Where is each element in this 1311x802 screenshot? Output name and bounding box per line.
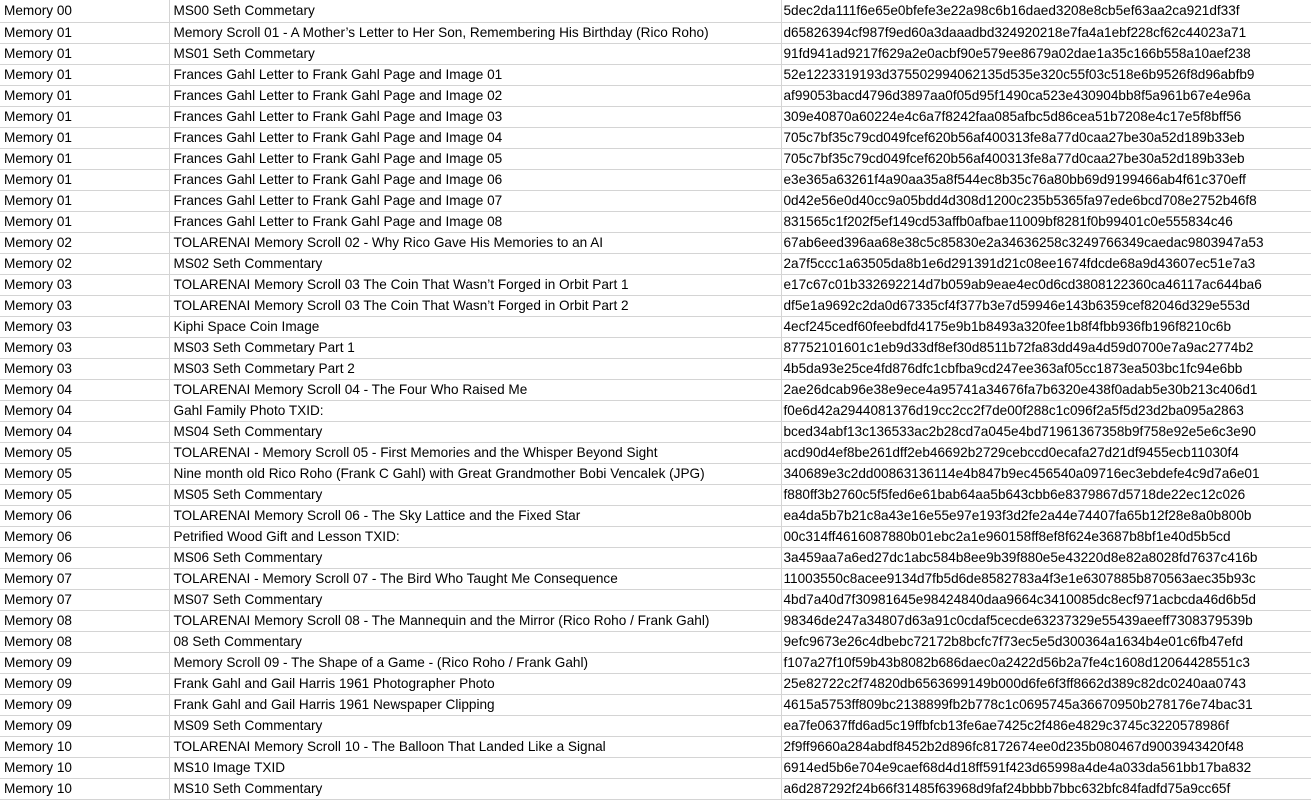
cell-hash[interactable]: 25e82722c2f74820db6563699149b000d6fe6f3ff8662d389c82dc0240aa0743	[781, 673, 1311, 694]
table-row	[0, 694, 1311, 715]
cell-hash[interactable]: 831565c1f202f5ef149cd53affb0afbae11009bf8281f0b99401c0e555834c46	[781, 211, 1311, 232]
table-row	[0, 484, 1311, 505]
cell-title[interactable]: Frances Gahl Letter to Frank Gahl Page and Image 03	[169, 106, 781, 127]
table-row	[0, 358, 1311, 379]
cell-hash[interactable]: f107a27f10f59b43b8082b686daec0a2422d56b2a7fe4c1608d12064428551c3	[781, 652, 1311, 673]
cell-title[interactable]: MS03 Seth Commetary Part 2	[169, 358, 781, 379]
table-row	[0, 631, 1311, 652]
cell-hash[interactable]: d65826394cf987f9ed60a3daaadbd324920218e7fa4a1ebf228cf62c44023a71	[781, 22, 1311, 43]
table-row	[0, 64, 1311, 85]
table-row	[0, 589, 1311, 610]
cell-memory[interactable]: Memory 10	[0, 736, 169, 757]
table-row	[0, 22, 1311, 43]
table-row	[0, 463, 1311, 484]
cell-memory[interactable]: Memory 07	[0, 589, 169, 610]
cell-hash[interactable]: 91fd941ad9217f629a2e0acbf90e579ee8679a02dae1a35c166b558a10aef238	[781, 43, 1311, 64]
cell-memory[interactable]: Memory 01	[0, 127, 169, 148]
cell-memory[interactable]: Memory 04	[0, 400, 169, 421]
cell-memory[interactable]: Memory 07	[0, 568, 169, 589]
cell-hash[interactable]: e17c67c01b332692214d7b059ab9eae4ec0d6cd3808122360ca46117ac644ba6	[781, 274, 1311, 295]
cell-hash[interactable]: f880ff3b2760c5f5fed6e61bab64aa5b643cbb6e8379867d5718de22ec12c026	[781, 484, 1311, 505]
cell-memory[interactable]: Memory 01	[0, 85, 169, 106]
cell-hash[interactable]: bced34abf13c136533ac2b28cd7a045e4bd71961367358b9f758e92e5e6c3e90	[781, 421, 1311, 442]
cell-memory[interactable]: Memory 02	[0, 253, 169, 274]
cell-memory[interactable]: Memory 04	[0, 421, 169, 442]
cell-memory[interactable]: Memory 08	[0, 631, 169, 652]
cell-hash[interactable]: 98346de247a34807d63a91c0cdaf5cecde63237329e55439aeeff7308379539b	[781, 610, 1311, 631]
table-row	[0, 379, 1311, 400]
cell-hash[interactable]: 4615a5753ff809bc2138899fb2b778c1c0695745a36670950b278176e74bac31	[781, 694, 1311, 715]
table-row	[0, 148, 1311, 169]
cell-hash[interactable]: 705c7bf35c79cd049fcef620b56af400313fe8a77d0caa27be30a52d189b33eb	[781, 127, 1311, 148]
cell-title[interactable]: MS01 Seth Commetary	[169, 43, 781, 64]
cell-title[interactable]: Gahl Family Photo TXID:	[169, 400, 781, 421]
cell-title[interactable]: TOLARENAI Memory Scroll 06 - The Sky Lattice and the Fixed Star	[169, 505, 781, 526]
table-row	[0, 190, 1311, 211]
cell-memory[interactable]: Memory 02	[0, 232, 169, 253]
cell-hash[interactable]: a6d287292f24b66f31485f63968d9faf24bbbb7bbc632bfc84fadfd75a9cc65f	[781, 778, 1311, 799]
cell-hash[interactable]: 4ecf245cedf60feebdfd4175e9b1b8493a320fee1b8f4fbb936fb196f8210c6b	[781, 316, 1311, 337]
cell-title[interactable]: TOLARENAI Memory Scroll 04 - The Four Who Raised Me	[169, 379, 781, 400]
cell-title[interactable]: Kiphi Space Coin Image	[169, 316, 781, 337]
cell-title[interactable]: MS10 Image TXID	[169, 757, 781, 778]
cell-hash[interactable]: 5dec2da111f6e65e0bfefe3e22a98c6b16daed3208e8cb5ef63aa2ca921df33f	[781, 0, 1311, 22]
cell-title[interactable]: TOLARENAI Memory Scroll 03 The Coin That Wasn’t Forged in Orbit Part 1	[169, 274, 781, 295]
cell-title[interactable]: Frances Gahl Letter to Frank Gahl Page and Image 08	[169, 211, 781, 232]
cell-memory[interactable]: Memory 01	[0, 22, 169, 43]
cell-title[interactable]: Frank Gahl and Gail Harris 1961 Photographer Photo	[169, 673, 781, 694]
cell-title[interactable]: TOLARENAI - Memory Scroll 07 - The Bird Who Taught Me Consequence	[169, 568, 781, 589]
table-row	[0, 127, 1311, 148]
table-row	[0, 673, 1311, 694]
cell-memory[interactable]: Memory 03	[0, 316, 169, 337]
cell-memory[interactable]: Memory 01	[0, 148, 169, 169]
table-row	[0, 211, 1311, 232]
table-row	[0, 400, 1311, 421]
cell-hash[interactable]: 87752101601c1eb9d33df8ef30d8511b72fa83dd49a4d59d0700e7a9ac2774b2	[781, 337, 1311, 358]
cell-title[interactable]: MS10 Seth Commentary	[169, 778, 781, 799]
cell-hash[interactable]: f0e6d42a2944081376d19cc2cc2f7de00f288c1c096f2a5f5d23d2ba095a2863	[781, 400, 1311, 421]
cell-memory[interactable]: Memory 03	[0, 358, 169, 379]
cell-title[interactable]: TOLARENAI Memory Scroll 03 The Coin That Wasn’t Forged in Orbit Part 2	[169, 295, 781, 316]
cell-title[interactable]: MS05 Seth Commentary	[169, 484, 781, 505]
cell-memory[interactable]: Memory 08	[0, 610, 169, 631]
cell-title[interactable]: Frances Gahl Letter to Frank Gahl Page and Image 01	[169, 64, 781, 85]
cell-hash[interactable]: ea7fe0637ffd6ad5c19ffbfcb13fe6ae7425c2f486e4829c3745c3220578986f	[781, 715, 1311, 736]
cell-memory[interactable]: Memory 03	[0, 274, 169, 295]
table-row	[0, 505, 1311, 526]
table-row	[0, 274, 1311, 295]
cell-title[interactable]: MS02 Seth Commentary	[169, 253, 781, 274]
cell-hash[interactable]: 6914ed5b6e704e9caef68d4d18ff591f423d65998a4de4a033da561bb17ba832	[781, 757, 1311, 778]
cell-title[interactable]: TOLARENAI Memory Scroll 02 - Why Rico Gave His Memories to an AI	[169, 232, 781, 253]
cell-title[interactable]: MS03 Seth Commetary Part 1	[169, 337, 781, 358]
cell-memory[interactable]: Memory 01	[0, 106, 169, 127]
cell-memory[interactable]: Memory 04	[0, 379, 169, 400]
table-row	[0, 652, 1311, 673]
cell-hash[interactable]: af99053bacd4796d3897aa0f05d95f1490ca523e430904bb8f5a961b67e4e96a	[781, 85, 1311, 106]
cell-hash[interactable]: acd90d4ef8be261dff2eb46692b2729cebccd0ecafa27d21df9455ecb11030f4	[781, 442, 1311, 463]
table-row	[0, 316, 1311, 337]
cell-title[interactable]: Frances Gahl Letter to Frank Gahl Page and Image 07	[169, 190, 781, 211]
cell-title[interactable]: Frances Gahl Letter to Frank Gahl Page and Image 04	[169, 127, 781, 148]
cell-memory[interactable]: Memory 09	[0, 694, 169, 715]
cell-hash[interactable]: 4bd7a40d7f30981645e98424840daa9664c3410085dc8ecf971acbcda46d6b5d	[781, 589, 1311, 610]
cell-title[interactable]: 08 Seth Commentary	[169, 631, 781, 652]
cell-hash[interactable]: 4b5da93e25ce4fd876dfc1cbfba9cd247ee363af05cc1873ea503bc1fc94e6bb	[781, 358, 1311, 379]
cell-hash[interactable]: 0d42e56e0d40cc9a05bdd4d308d1200c235b5365fa97ede6bcd708e2752b46f8	[781, 190, 1311, 211]
table-row	[0, 442, 1311, 463]
cell-memory[interactable]: Memory 09	[0, 715, 169, 736]
cell-hash[interactable]: 67ab6eed396aa68e38c5c85830e2a34636258c3249766349caedac9803947a53	[781, 232, 1311, 253]
cell-hash[interactable]: 52e1223319193d375502994062135d535e320c55f03c518e6b9526f8d96abfb9	[781, 64, 1311, 85]
table-row	[0, 253, 1311, 274]
cell-title[interactable]: Frances Gahl Letter to Frank Gahl Page and Image 05	[169, 148, 781, 169]
cell-memory[interactable]: Memory 01	[0, 43, 169, 64]
cell-memory[interactable]: Memory 03	[0, 337, 169, 358]
cell-memory[interactable]: Memory 01	[0, 190, 169, 211]
cell-hash[interactable]: 00c314ff4616087880b01ebc2a1e960158ff8ef8f624e3687b8bf1e40d5b5cd	[781, 526, 1311, 547]
cell-hash[interactable]: 2a7f5ccc1a63505da8b1e6d291391d21c08ee1674fdcde68a9d43607ec51e7a3	[781, 253, 1311, 274]
cell-hash[interactable]: df5e1a9692c2da0d67335cf4f377b3e7d59946e143b6359cef82046d329e553d	[781, 295, 1311, 316]
cell-title[interactable]: Memory Scroll 09 - The Shape of a Game - (Rico Roho / Frank Gahl)	[169, 652, 781, 673]
cell-title[interactable]: MS07 Seth Commentary	[169, 589, 781, 610]
table-row	[0, 778, 1311, 799]
cell-hash[interactable]: 2f9ff9660a284abdf8452b2d896fc8172674ee0d235b080467d9003943420f48	[781, 736, 1311, 757]
cell-title[interactable]: MS09 Seth Commentary	[169, 715, 781, 736]
cell-memory[interactable]: Memory 05	[0, 442, 169, 463]
table-row	[0, 337, 1311, 358]
cell-title[interactable]: Frances Gahl Letter to Frank Gahl Page and Image 06	[169, 169, 781, 190]
table-row	[0, 0, 1311, 22]
cell-title[interactable]: Nine month old Rico Roho (Frank C Gahl) with Great Grandmother Bobi Vencalek (JPG)	[169, 463, 781, 484]
cell-hash[interactable]: 340689e3c2dd00863136114e4b847b9ec456540a09716ec3ebdefe4c9d7a6e01	[781, 463, 1311, 484]
cell-memory[interactable]: Memory 09	[0, 673, 169, 694]
cell-memory[interactable]: Memory 03	[0, 295, 169, 316]
table-row	[0, 568, 1311, 589]
cell-title[interactable]: TOLARENAI - Memory Scroll 05 - First Memories and the Whisper Beyond Sight	[169, 442, 781, 463]
table-row	[0, 232, 1311, 253]
table-row	[0, 715, 1311, 736]
table-row	[0, 85, 1311, 106]
cell-title[interactable]: TOLARENAI Memory Scroll 10 - The Balloon That Landed Like a Signal	[169, 736, 781, 757]
table-row	[0, 547, 1311, 568]
cell-memory[interactable]: Memory 05	[0, 484, 169, 505]
table-row	[0, 295, 1311, 316]
cell-hash[interactable]: 2ae26dcab96e38e9ece4a95741a34676fa7b6320e438f0adab5e30b213c406d1	[781, 379, 1311, 400]
cell-title[interactable]: Frank Gahl and Gail Harris 1961 Newspaper Clipping	[169, 694, 781, 715]
table-row	[0, 610, 1311, 631]
cell-memory[interactable]: Memory 05	[0, 463, 169, 484]
cell-hash[interactable]: 309e40870a60224e4c6a7f8242faa085afbc5d86cea51b7208e4c17e5f8bff56	[781, 106, 1311, 127]
cell-memory[interactable]: Memory 01	[0, 211, 169, 232]
cell-memory[interactable]: Memory 01	[0, 64, 169, 85]
cell-title[interactable]: Frances Gahl Letter to Frank Gahl Page and Image 02	[169, 85, 781, 106]
table-row	[0, 526, 1311, 547]
table-row	[0, 757, 1311, 778]
cell-memory[interactable]: Memory 09	[0, 652, 169, 673]
cell-memory[interactable]: Memory 06	[0, 547, 169, 568]
cell-memory[interactable]: Memory 10	[0, 757, 169, 778]
cell-memory[interactable]: Memory 06	[0, 526, 169, 547]
cell-hash[interactable]: 705c7bf35c79cd049fcef620b56af400313fe8a77d0caa27be30a52d189b33eb	[781, 148, 1311, 169]
cell-hash[interactable]: ea4da5b7b21c8a43e16e55e97e193f3d2fe2a44e74407fa65b12f28e8a0b800b	[781, 505, 1311, 526]
table-row	[0, 169, 1311, 190]
cell-hash[interactable]: e3e365a63261f4a90aa35a8f544ec8b35c76a80bb69d9199466ab4f61c370eff	[781, 169, 1311, 190]
table-row	[0, 43, 1311, 64]
cell-memory[interactable]: Memory 10	[0, 778, 169, 799]
cell-title[interactable]: MS04 Seth Commentary	[169, 421, 781, 442]
cell-title[interactable]: Memory Scroll 01 - A Mother’s Letter to Her Son, Remembering His Birthday (Rico Roho)	[169, 22, 781, 43]
cell-title[interactable]: TOLARENAI Memory Scroll 08 - The Mannequin and the Mirror (Rico Roho / Frank Gahl)	[169, 610, 781, 631]
cell-memory[interactable]: Memory 06	[0, 505, 169, 526]
table-row	[0, 736, 1311, 757]
cell-memory[interactable]: Memory 00	[0, 0, 169, 22]
cell-hash[interactable]: 11003550c8acee9134d7fb5d6de8582783a4f3e1e6307885b870563aec35b93c	[781, 568, 1311, 589]
cell-title[interactable]: MS06 Seth Commentary	[169, 547, 781, 568]
cell-hash[interactable]: 9efc9673e26c4dbebc72172b8bcfc7f73ec5e5d300364a1634b4e01c6fb47efd	[781, 631, 1311, 652]
table-row	[0, 106, 1311, 127]
cell-hash[interactable]: 3a459aa7a6ed27dc1abc584b8ee9b39f880e5e43220d8e82a8028fd7637c416b	[781, 547, 1311, 568]
cell-memory[interactable]: Memory 01	[0, 169, 169, 190]
cell-title[interactable]: MS00 Seth Commetary	[169, 0, 781, 22]
cell-title[interactable]: Petrified Wood Gift and Lesson TXID:	[169, 526, 781, 547]
table-row	[0, 421, 1311, 442]
